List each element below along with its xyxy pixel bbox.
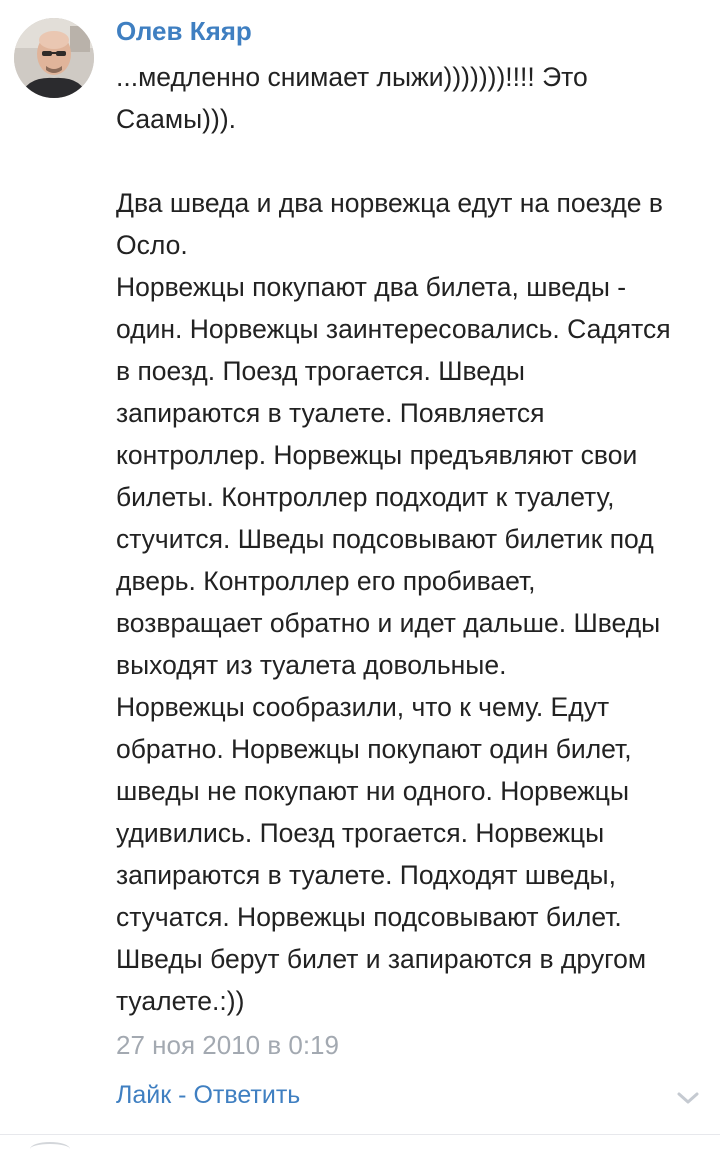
comment-text-line: Осло.	[116, 230, 188, 260]
comment-text-line: Норвежцы сообразили, что к чему. Едут	[116, 692, 610, 722]
like-button[interactable]: Лайк	[116, 1081, 172, 1109]
comment-text-line: в поезд. Поезд трогается. Шведы	[116, 356, 525, 386]
comment-text-line: запираются в туалете. Появляется	[116, 398, 545, 428]
comment-text-line: выходят из туалета довольные.	[116, 650, 507, 680]
comment-timestamp[interactable]: 27 ноя 2010 в 0:19	[116, 1030, 339, 1060]
comment-actions	[116, 1078, 300, 1112]
comment-text-line: Два шведа и два норвежца едут на поезде в	[116, 188, 663, 218]
avatar-photo	[14, 18, 94, 98]
comment-text-line: стучится. Шведы подсовывают билетик под	[116, 524, 654, 554]
reply-button[interactable]: Ответить	[193, 1081, 301, 1109]
comment-text-line: возвращает обратно и идет дальше. Шведы	[116, 608, 661, 638]
comment-text-line: стучатся. Норвежцы подсовывают билет.	[116, 902, 622, 932]
comment-text-line	[116, 140, 708, 182]
comment-divider	[0, 1134, 720, 1135]
comment-text-line: один. Норвежцы заинтересовались. Садятся	[116, 314, 671, 344]
avatar[interactable]	[14, 18, 94, 98]
comment-text-line: билеты. Контроллер подходит к туалету,	[116, 482, 615, 512]
comment-text-line: дверь. Контроллер его пробивает,	[116, 566, 536, 596]
comment-text-line: обратно. Норвежцы покупают один билет,	[116, 734, 632, 764]
comment-text-line: шведы не покупают ни одного. Норвежцы	[116, 776, 630, 806]
actions-separator: -	[171, 1081, 194, 1109]
comment-text-line: запираются в туалете. Подходят шведы,	[116, 860, 616, 890]
comment-text-line: Саамы))).	[116, 104, 237, 134]
comment-text	[116, 56, 708, 1022]
comment-text-line: ...медленно снимает лыжи)))))))!!!! Это	[116, 62, 588, 92]
comment-text-line: Норвежцы покупают два билета, шведы -	[116, 272, 627, 302]
chevron-down-icon[interactable]	[676, 1088, 700, 1108]
next-comment-avatar	[30, 1142, 70, 1156]
comment-text-line: туалете.:))	[116, 986, 245, 1016]
comment-text-line: Шведы берут билет и запираются в другом	[116, 944, 647, 974]
comment-text-line: контроллер. Норвежцы предъявляют свои	[116, 440, 638, 470]
comment-author[interactable]: Олев Кяяр	[116, 16, 252, 46]
comment-text-line: удивились. Поезд трогается. Норвежцы	[116, 818, 605, 848]
